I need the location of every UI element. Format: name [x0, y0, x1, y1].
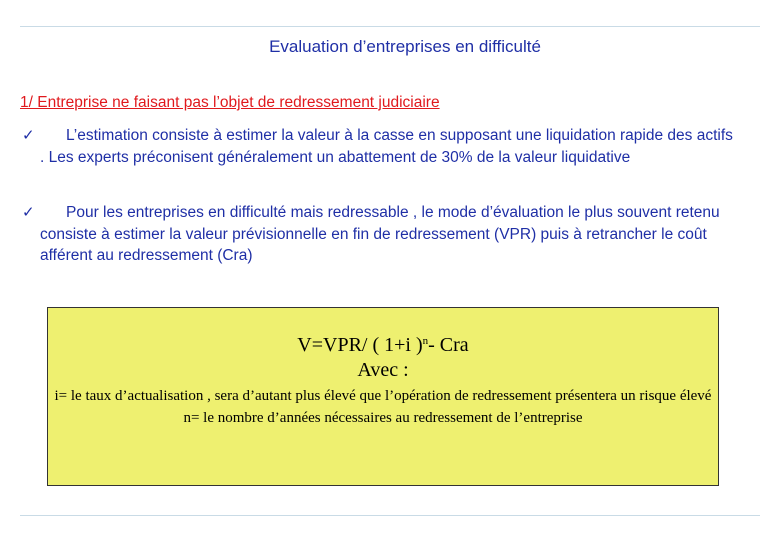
definition-i: i= le taux d’actualisation , sera d’autant plus élevé que l’opération de redressement présentera un risque élevé — [54, 388, 712, 404]
bullet-item — [22, 125, 740, 168]
bullet-text: Pour les entreprises en difficulté mais redressable , le mode d’évaluation le plus souvent retenu consiste à estimer la valeur prévisionnelle en fin de redressement (VPR) puis à retrancher le coût afférent au redressement (Cra) — [40, 204, 720, 264]
formula-box — [47, 307, 719, 486]
bullet-text: L’estimation consiste à estimer la valeur à la casse en supposant une liquidation rapide des actifs . Les experts préconisent généralement un abattement de 30% de la valeur liquidative — [40, 127, 733, 166]
avec-label: Avec : — [357, 359, 409, 381]
checkmark-icon: ✓ — [22, 204, 35, 221]
page-title: Evaluation d’entreprises en difficulté — [269, 37, 541, 56]
definition-n: n= le nombre d’années nécessaires au redressement de l’entreprise — [183, 410, 583, 426]
bottom-divider — [20, 515, 760, 516]
checkmark-icon: ✓ — [22, 127, 35, 144]
bullet-item — [22, 202, 740, 267]
formula-tail: - Cra — [428, 334, 469, 356]
top-divider — [20, 26, 760, 27]
formula-main: V=VPR/ ( 1+i ) — [297, 334, 423, 356]
section-heading: 1/ Entreprise ne faisant pas l’objet de redressement judiciaire — [20, 94, 440, 111]
formula — [48, 330, 718, 357]
formula-exponent: n — [422, 335, 429, 347]
